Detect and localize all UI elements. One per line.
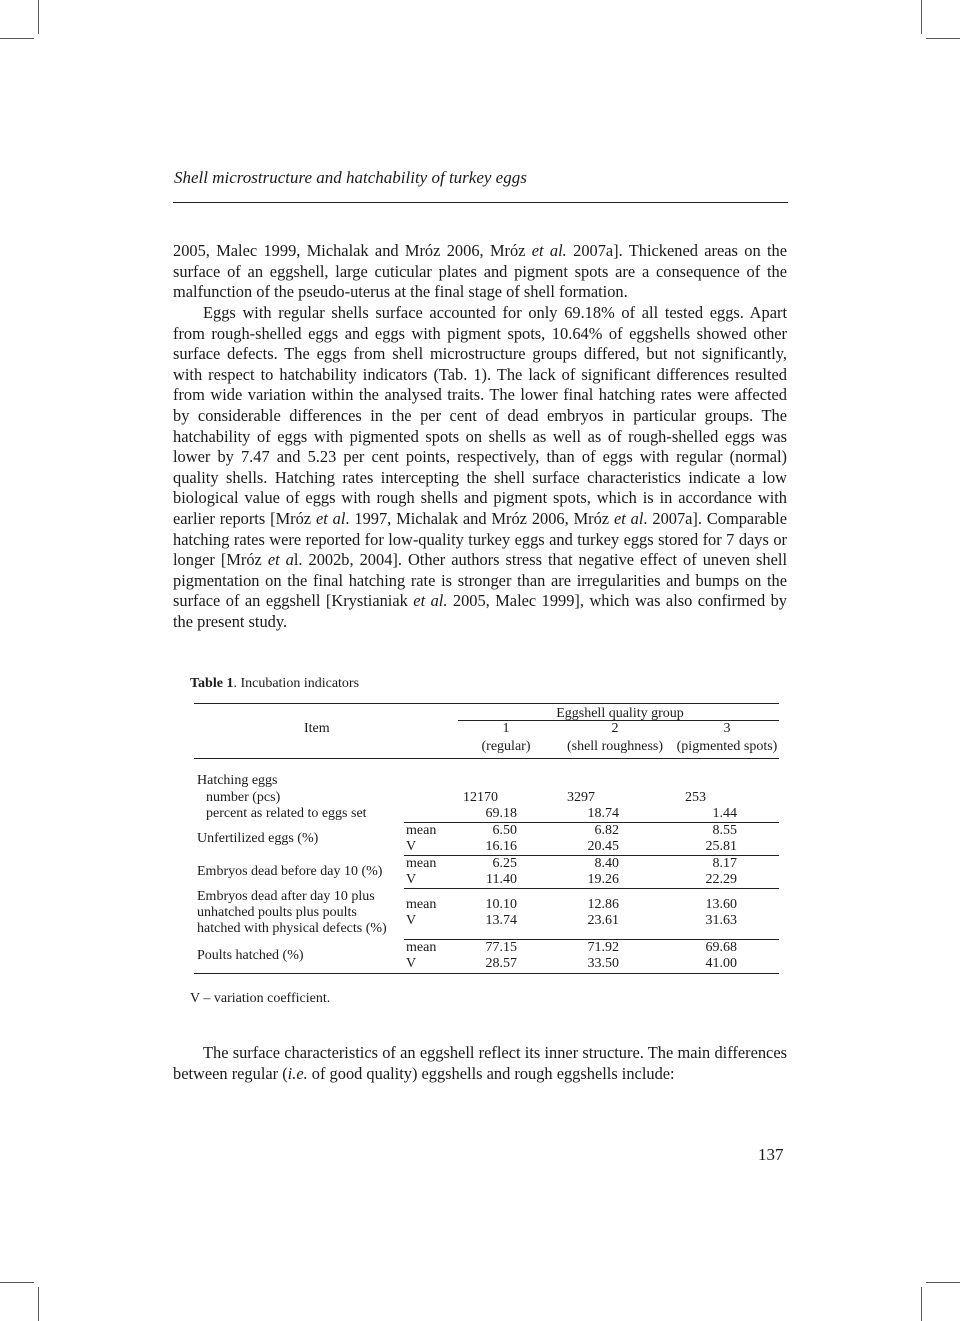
text-run: The surface characteristics of an eggshell reflect its inner structure. The main differences between regular ( xyxy=(173,1043,787,1083)
text-run: et al xyxy=(315,508,346,528)
text-run: et al. xyxy=(413,591,448,611)
value-cell: 8.55 xyxy=(712,823,737,838)
value-cell: 11.40 xyxy=(486,872,517,887)
value-cell: 16.16 xyxy=(485,839,517,854)
paragraph-2 xyxy=(173,303,787,633)
stat-label: V xyxy=(406,839,417,854)
value-cell: 8.17 xyxy=(712,856,737,871)
value-cell: 31.63 xyxy=(705,913,737,928)
page-number: 137 xyxy=(758,1145,784,1164)
row-label: unhatched poults plus poults xyxy=(197,905,357,920)
text-run: et al xyxy=(613,508,644,528)
text-run: 2005, Malec 1999, Michalak and Mróz 2006, Mróz xyxy=(173,241,532,260)
row-label: hatched with physical defects (%) xyxy=(197,921,387,936)
text-run: i.e. xyxy=(287,1063,308,1083)
row-label: number (pcs) xyxy=(206,790,281,805)
text-run: . 2007a]. Comparable hatching rates were reported for low-quality turkey eggs and turkey eggs stored for 7 days or longer [Mróz xyxy=(173,508,787,570)
group-description: (shell roughness) xyxy=(566,739,664,754)
value-cell: 69.18 xyxy=(485,806,517,821)
crop-mark-top-left-v xyxy=(38,0,39,34)
value-cell: 77.15 xyxy=(485,940,517,955)
value-cell: 28.57 xyxy=(485,956,517,971)
value-cell: 41.00 xyxy=(705,956,737,971)
stat-label: V xyxy=(406,913,417,928)
crop-mark-bottom-left-v xyxy=(38,1287,39,1321)
value-cell: 22.29 xyxy=(705,872,737,887)
value-cell: 6.82 xyxy=(594,823,619,838)
crop-mark-bottom-left-h xyxy=(0,1282,34,1283)
value-cell: 23.61 xyxy=(587,913,619,928)
stat-label: mean xyxy=(406,940,437,955)
row-label: Poults hatched (%) xyxy=(197,948,304,963)
table-caption-text: . Incubation indicators xyxy=(233,676,360,691)
value-cell: 10.10 xyxy=(485,897,517,912)
value-cell: 25.81 xyxy=(705,839,737,854)
value-cell: 12170 xyxy=(463,790,498,805)
value-cell: 13.74 xyxy=(485,913,517,928)
value-cell: 18.74 xyxy=(587,806,619,821)
value-cell: 6.50 xyxy=(492,823,517,838)
paragraph-3 xyxy=(173,1043,787,1084)
group-header: Eggshell quality group xyxy=(556,706,684,721)
table-bottom-rule xyxy=(194,973,779,974)
value-cell: 19.26 xyxy=(587,872,619,887)
text-run: 2005, Malec 1999], which was also confirmed by the present study. xyxy=(173,591,787,631)
row-label: Embryos dead before day 10 (%) xyxy=(197,864,383,879)
row-label: Unfertilized eggs (%) xyxy=(197,831,319,846)
group-description: (pigmented spots) xyxy=(676,739,778,754)
value-cell: 71.92 xyxy=(587,940,619,955)
table-header-rule xyxy=(194,758,779,759)
value-cell: 69.68 xyxy=(705,940,737,955)
value-cell: 6.25 xyxy=(492,856,517,871)
group-number: 1 xyxy=(502,721,510,736)
value-cell: 20.45 xyxy=(587,839,619,854)
text-run: l. 2002b, 2004]. Other authors stress that negative effect of uneven shell pigmentation on the final hatching rate is stronger than are irregularities and bumps on the surface of an eggshell [Krystianiak xyxy=(173,550,787,611)
crop-mark-bottom-right-h xyxy=(926,1282,960,1283)
value-cell: 8.40 xyxy=(594,856,619,871)
crop-mark-bottom-right-v xyxy=(921,1287,922,1321)
value-cell: 33.50 xyxy=(587,956,619,971)
value-cell: 1.44 xyxy=(712,806,737,821)
stat-label: mean xyxy=(406,897,437,912)
crop-mark-top-right-h xyxy=(926,38,960,39)
item-header: Item xyxy=(304,721,330,736)
value-cell: 3297 xyxy=(567,790,595,805)
text-run: 2007a]. Thickened areas on the surface of an eggshell, large cuticular plates and pigment spots are a consequence of the malfunction of the pseudo-uterus at the final stage of shell formation. xyxy=(173,241,787,302)
text-run: et al. xyxy=(531,241,567,260)
table-caption-label: Table 1 xyxy=(190,676,234,691)
row-label: Embryos dead after day 10 plus xyxy=(197,889,375,904)
table-footnote: V – variation coefficient. xyxy=(190,991,331,1006)
value-cell: 253 xyxy=(685,790,706,805)
crop-mark-top-right-v xyxy=(921,0,922,34)
running-head: Shell microstructure and hatchability of turkey eggs xyxy=(174,168,527,187)
group-number: 3 xyxy=(723,721,731,736)
paragraph-1 xyxy=(173,241,787,303)
value-cell: 12.86 xyxy=(587,897,619,912)
row-label: percent as related to eggs set xyxy=(206,806,367,821)
group-description: (regular) xyxy=(481,739,531,754)
text-run: of good quality) eggshells and rough eggshells include: xyxy=(307,1063,675,1083)
block-rule xyxy=(404,888,779,889)
table-top-rule xyxy=(194,703,779,704)
running-head-rule xyxy=(173,202,788,203)
text-run: Eggs with regular shells surface accounted for only 69.18% of all tested eggs. Apart from rough-shelled eggs and eggs with pigment spots, 10.64% of eggshells showed other surface defects. The eggs from shell microstructure groups differed, but not significantly, with respect to hatchability indicators (Tab. 1). The lack of significant differences resulted from wide variation within the analysed traits. The lower final hatching rates were affected by considerable differences in the per cent of dead embryos in particular groups. The hatchability of eggs with pigmented spots on shells as well as of rough-shelled eggs was lower by 7.47 and 5.23 per cent points, respectively, than of eggs with regular (normal) quality shells. Hatching rates intercepting the shell surface characteristics indicate a low biological value of eggs with rough shells and pigment spots, which is in accordance with earlier reports [Mróz xyxy=(173,303,787,528)
text-run: . 1997, Michalak and Mróz 2006, Mróz xyxy=(345,508,614,528)
crop-mark-top-left-h xyxy=(0,38,34,39)
hatching-eggs-label: Hatching eggs xyxy=(197,773,278,788)
table-caption xyxy=(190,676,359,692)
stat-label: V xyxy=(406,872,417,887)
text-run: et a xyxy=(267,550,294,570)
stat-label: mean xyxy=(406,856,437,871)
stat-label: mean xyxy=(406,823,437,838)
stat-label: V xyxy=(406,956,417,971)
value-cell: 13.60 xyxy=(705,897,737,912)
group-number: 2 xyxy=(611,721,619,736)
